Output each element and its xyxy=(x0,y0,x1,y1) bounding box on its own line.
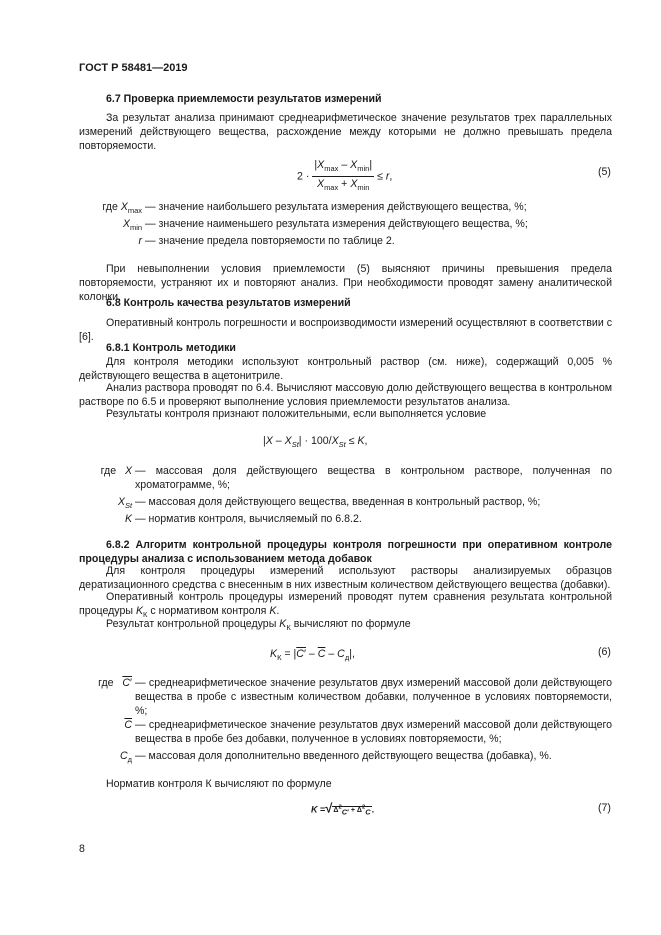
equation-number: (6) xyxy=(598,646,611,658)
definition-item: где X — массовая доля действующего вещества в контрольном растворе, полученная по хроматограмме, %; xyxy=(100,465,612,491)
paragraph: За результат анализа принимают среднеарифметическое значение результатов трех параллельных измерений действующего вещества, расхождение между которыми не должно превышать предела повторяемости. xyxy=(79,112,612,152)
equation-6: $K_К = |C' - \overline{C} - C_д|$, xyxy=(270,648,355,663)
control-condition-formula: $|X - X_{St}| \cdot 100/X_{St} \le K$, xyxy=(263,435,368,450)
paragraph: Результат контрольной процедуры $K_К$ вычисляют по формуле xyxy=(106,618,411,633)
definition-item: где C′ — среднеарифметическое значение результатов двух измерений массовой доли действующего вещества в пробе с известным количеством добавки, полученное в условиях повторяемости, %; xyxy=(98,677,612,717)
definition-item: $C_д$ — массовая доля дополнительно введенного действующего вещества (добавка), %. xyxy=(120,750,552,765)
equation-5: 2 · $\frac{|X_{max} - X_{min}|}{X_{max} + X_{min}}$ ≤ r, xyxy=(297,159,393,193)
paragraph: Оперативный контроль процедуры измерений проводят путем сравнения результата контрольной процедуры $K_К$ с нормативом контроля K. xyxy=(79,591,612,620)
section-heading-6-7: 6.7 Проверка приемлемости результатов измерений xyxy=(106,93,382,105)
paragraph: Результаты контроля признают положительными, если выполняется условие xyxy=(106,408,487,420)
paragraph: При невыполнении условия приемлемости (5) выясняют причины превышения предела повторяемости, устраняют их и повторяют анализ. При необходимости проводят замену аналитической колонки. xyxy=(79,263,612,303)
paragraph: Анализ раствора проводят по 6.4. Вычисляют массовую долю действующего вещества в контрольном растворе по 6.5 и проверяют выполнение условия приемлемости результатов анализа. xyxy=(79,382,612,408)
definition-item: r — значение предела повторяемости по таблице 2. xyxy=(138,235,395,247)
page-number: 8 xyxy=(79,843,85,855)
equation-number: (7) xyxy=(598,802,611,814)
section-heading-6-8: 6.8 Контроль качества результатов измерений xyxy=(106,297,351,309)
section-heading-6-8-2: 6.8.2 Алгоритм контрольной процедуры контроля погрешности при оперативном контроле процедуры анализа с использованием метода добавок xyxy=(79,539,612,565)
definition-item: $X_{St}$ — массовая доля действующего вещества, введенная в контрольный раствор, %; xyxy=(117,496,541,511)
paragraph: Для контроля процедуры измерений используют растворы анализируемых образцов дератизационного средства с внесенным в них известным количеством действующего вещества (добавки). xyxy=(79,565,612,591)
definition-item: где $X_{max}$ — значение наибольшего результата измерения действующего вещества, %; xyxy=(102,201,527,216)
paragraph: Оперативный контроль погрешности и воспроизводимости измерений осуществляют в соответствии с [6]. xyxy=(79,317,612,343)
equation-number: (5) xyxy=(598,166,611,178)
paragraph: Норматив контроля К вычисляют по формуле xyxy=(106,778,332,790)
paragraph: Для контроля методики используют контрольный раствор (см. ниже), содержащий 0,005 % действующего вещества в ацетонитриле. xyxy=(79,356,612,382)
section-heading-6-8-1: 6.8.1 Контроль методики xyxy=(106,342,236,354)
equation-7: $K =√\Delta^2_{C'} + \Delta^2_C$. xyxy=(311,800,375,817)
document-header: ГОСТ Р 58481—2019 xyxy=(79,62,188,74)
definition-item: K — норматив контроля, вычисляемый по 6.8.2. xyxy=(124,513,362,525)
definition-item: $\overline{C}$ — среднеарифметическое значение результатов двух измерений массовой доли действующего вещества в пробе без добавки, полученное в условиях повторяемости, %; xyxy=(124,719,612,745)
definition-item: $X_{min}$ — значение наименьшего результата измерения действующего вещества, %; xyxy=(122,218,528,233)
